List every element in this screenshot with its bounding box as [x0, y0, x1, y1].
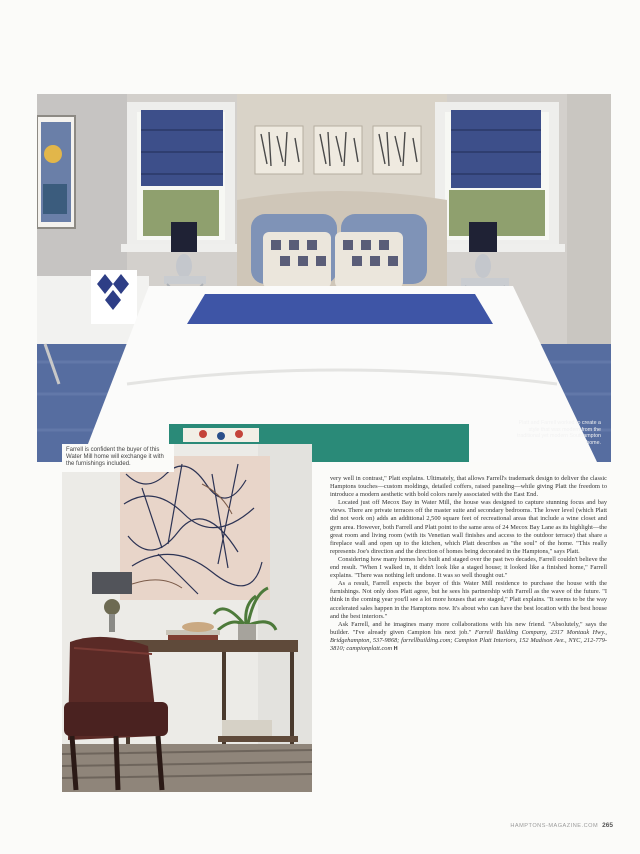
photo-caption-top: Platt and Farrell worked to create a style that was modern from the traditional yet modern Southampton home.	[517, 420, 601, 446]
page-footer	[510, 822, 613, 829]
article-paragraph-last	[330, 621, 607, 653]
article-paragraph: Considering how many homes he's built and staged over the past two decades, Farrell couldn't believe the end result. "When I walked in, it didn't look like a staged house; it looked like a finished home," Farrell explains. "There was nothing left undone. It was so well thought out."	[330, 555, 607, 580]
desk-illustration	[62, 444, 312, 792]
roman-shade	[451, 110, 541, 188]
source-credits: Farrell Building Company, 2317 Montauk Hwy., Bridgehampton, 537-9868; farrellbuilding.com; Campion Platt Interiors, 152 Madison Ave., NYC, 212-779-3810; campionplatt.com	[330, 628, 608, 652]
page-number: 265	[602, 822, 613, 829]
bedroom-illustration	[37, 94, 611, 462]
article-body	[330, 475, 607, 653]
article-paragraph: As a result, Farrell expects the buyer of this Water Mill residence to purchase the house with the furnishings. Not only does Platt agree, but he sees his partnership with Farrell as the wave of the future. "I think in the coming year you'll see a lot more houses that are staged," Platt explains. "It seems to be the way accelerated sales happen in the Hamptons now. It's about who can have the best location with the best house and the best interiors."	[330, 580, 607, 620]
abstract-painting	[120, 456, 270, 600]
article-paragraph: Located just off Mecox Bay in Water Mill, the house was designed to capture stunning focus and bay views. There are private terraces off the master suite and secondary bedrooms. The lower level (which Platt did not work on) adds an additional 2,500 square feet of recreational areas that include a wine closet and gym area. However, both Farrell and Platt point to the same area of 24 Mecox Bay Lane as its highlight—the great room and living room (with its Venetian wall finishes and access to the outdoor terrace) that share a fireplace wall and open up to the kitchen, which Platt describes as "the soul" of the home. "This really represents Joe's direction and the direction of homes being decorated in the Hamptons," says Platt.	[330, 499, 607, 555]
article-paragraph: Ask Farrell, and he imagines many more collaborations with his new friend. "Absolutely," says the builder. "I've already given Campion his next job."	[330, 620, 607, 636]
bedroom-photo	[37, 94, 611, 462]
article-paragraph: very well in contrast," Platt explains. Ultimately, that allows Farrell's trademark design to deliver the classic Hamptons touches—custom moldings, detailed coffers, raised paneling—while giving Platt the freedom to introduce a modern aesthetic with bold colors rarely associated with the East End.	[330, 475, 607, 499]
footer-site: HAMPTONS-MAGAZINE.COM	[510, 823, 599, 829]
art-triptych	[255, 126, 421, 174]
photo-caption-left: Farrell is confident the buyer of this Water Mill home will exchange it with the furnishings included.	[62, 444, 174, 472]
end-mark: H	[393, 645, 398, 652]
desk-photo	[62, 444, 312, 792]
